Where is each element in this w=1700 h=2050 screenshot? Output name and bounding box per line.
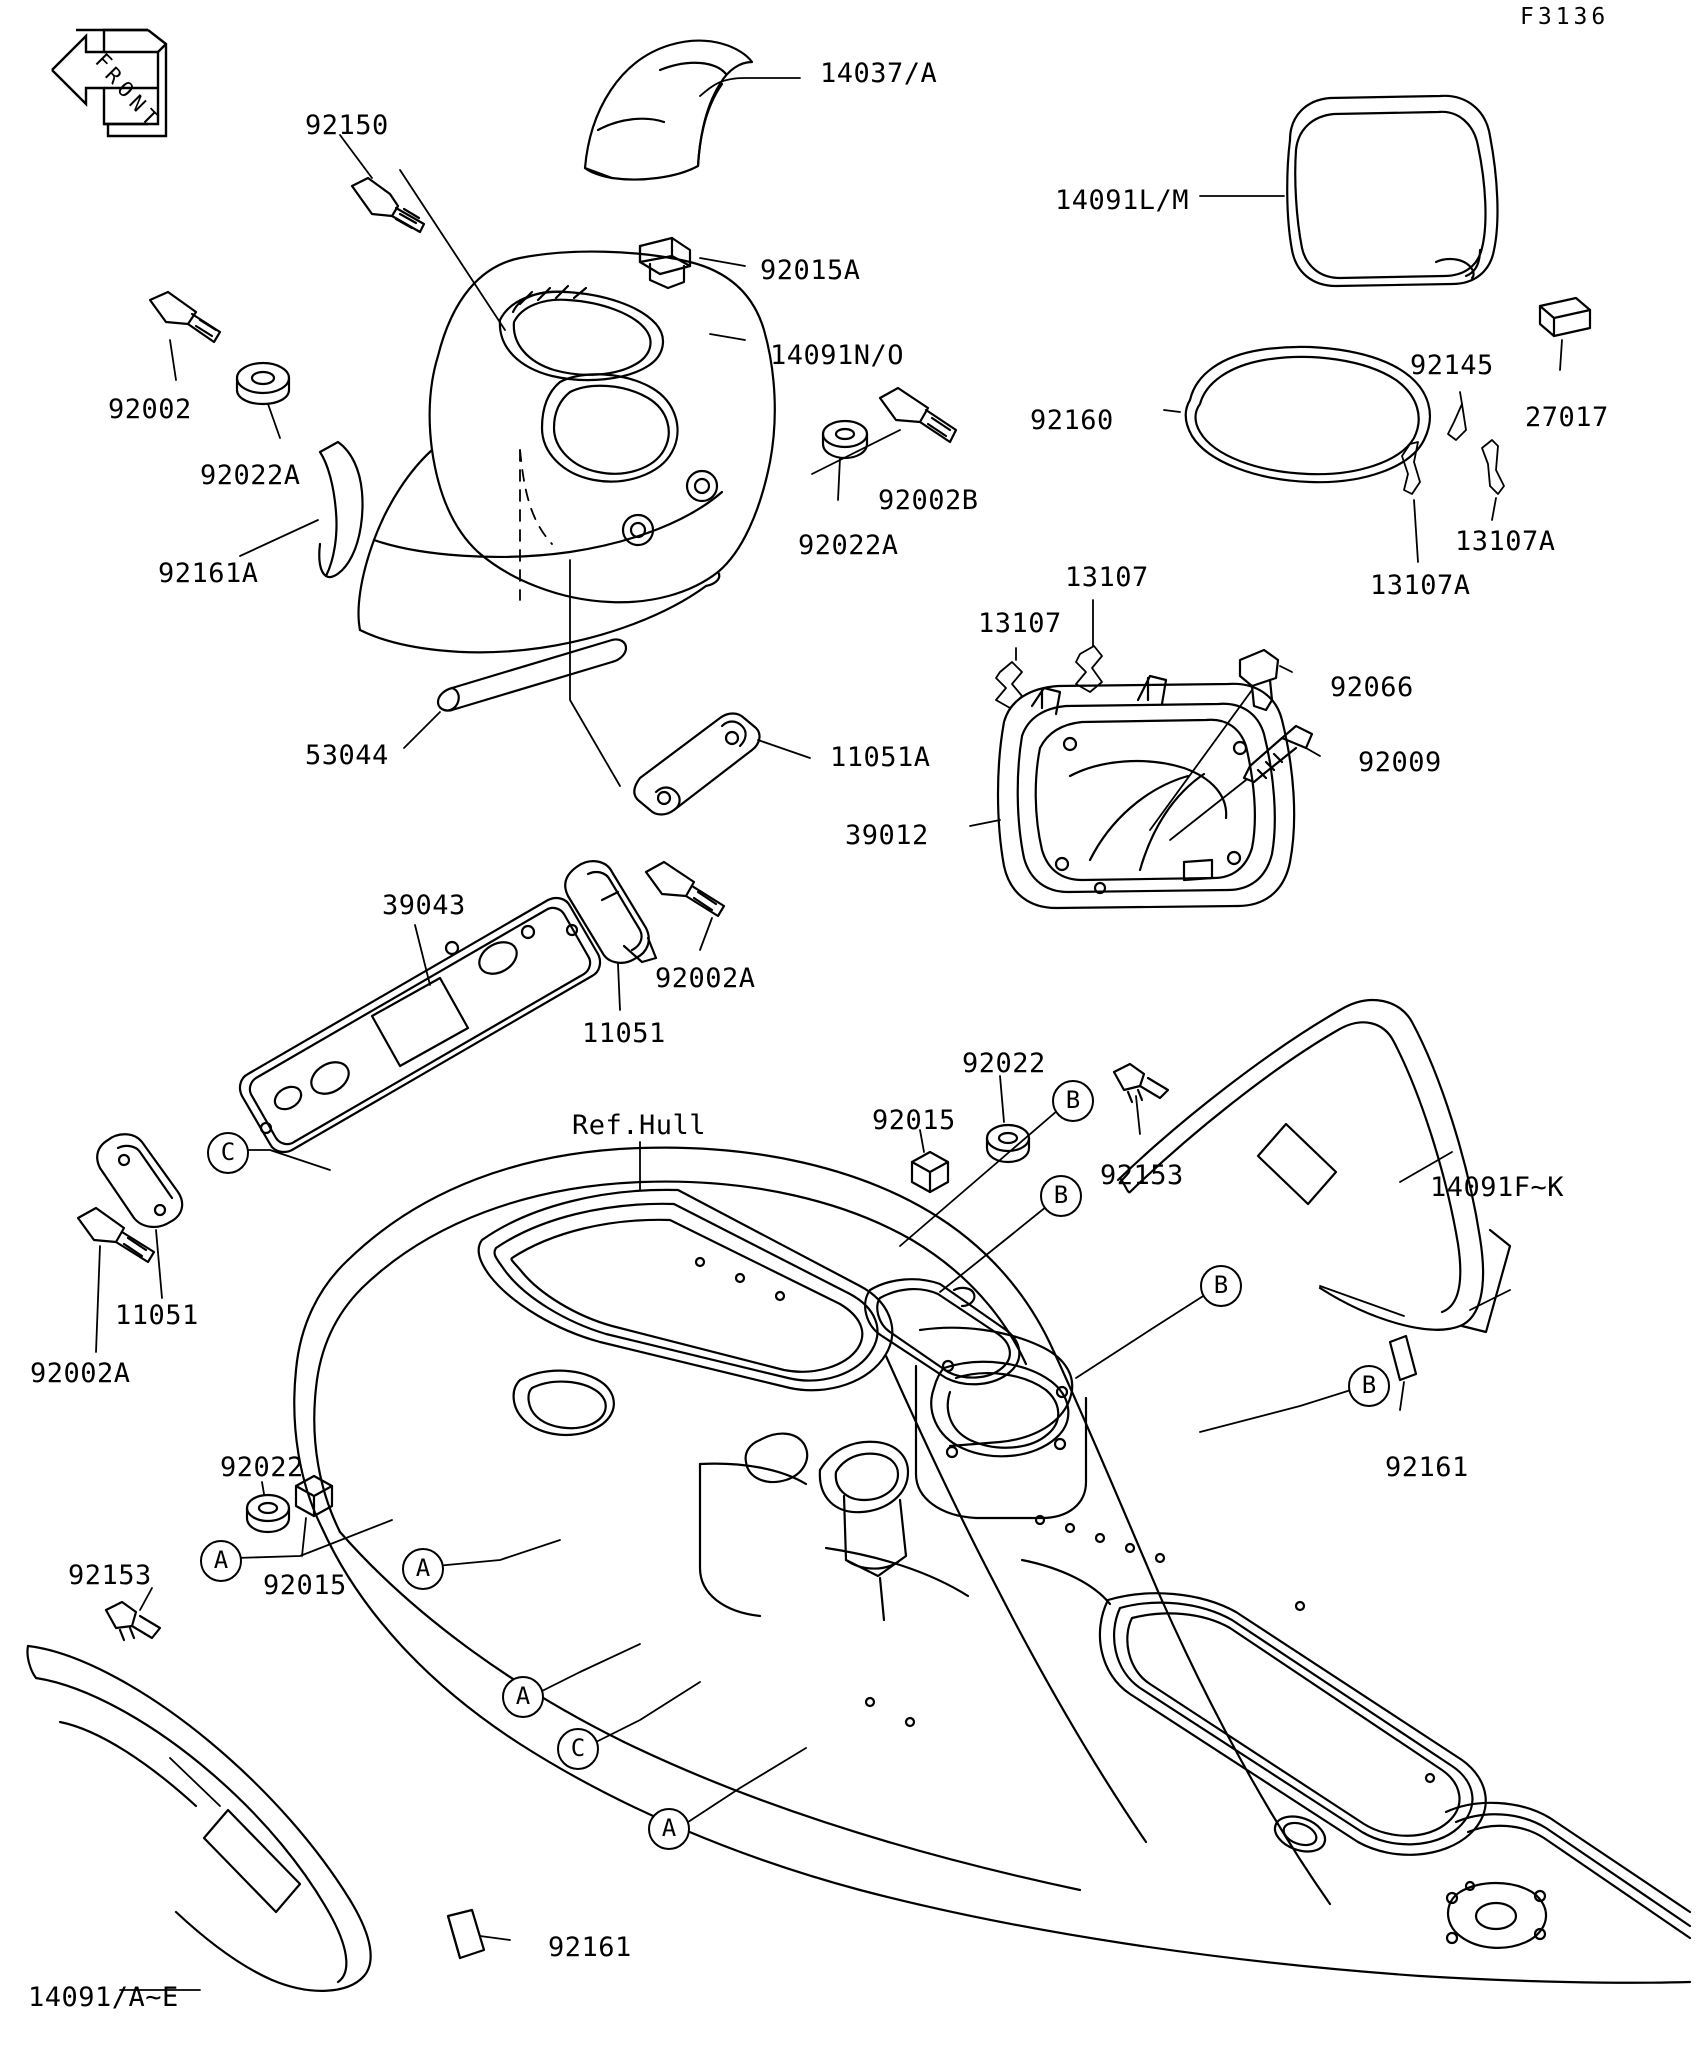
svg-text:O: O	[112, 76, 139, 103]
svg-text:R: R	[100, 62, 127, 89]
callout-92002b: 92002B	[878, 485, 979, 516]
callout-13107-1: 13107	[1065, 562, 1149, 593]
callout-27017: 27017	[1525, 402, 1609, 433]
callout-14091lm: 14091L/M	[1055, 185, 1190, 216]
balloon-a-3: A	[502, 1676, 544, 1718]
callout-92160: 92160	[1030, 405, 1114, 436]
balloon-a-1: A	[200, 1540, 242, 1582]
callout-11051-1: 11051	[582, 1018, 666, 1049]
balloon-b-2: B	[1040, 1175, 1082, 1217]
balloon-a-4: A	[648, 1808, 690, 1850]
callout-14037a: 14037/A	[820, 58, 938, 89]
balloon-b-3: B	[1200, 1265, 1242, 1307]
callout-14091no: 14091N/O	[770, 340, 905, 371]
callout-92150: 92150	[305, 110, 389, 141]
callout-92015-1: 92015	[872, 1105, 956, 1136]
callout-92015-2: 92015	[263, 1570, 347, 1601]
callout-92002: 92002	[108, 394, 192, 425]
callout-92161a: 92161A	[158, 558, 259, 589]
callout-92161-1: 92161	[1385, 1452, 1469, 1483]
callout-39043: 39043	[382, 890, 466, 921]
svg-text:T: T	[136, 104, 163, 131]
diagram-code: F3136	[1520, 4, 1610, 30]
balloon-c-2: C	[557, 1728, 599, 1770]
callout-13107-2: 13107	[978, 608, 1062, 639]
callout-11051-2: 11051	[115, 1300, 199, 1331]
callout-14091ae: 14091/A~E	[28, 1982, 179, 2013]
callout-92153-2: 92153	[68, 1560, 152, 1591]
callout-92022-2: 92022	[220, 1452, 304, 1483]
callout-14091fk: 14091F~K	[1430, 1172, 1565, 1203]
callout-92002a-2: 92002A	[30, 1358, 131, 1389]
balloon-c-1: C	[207, 1132, 249, 1174]
callout-92022a-1: 92022A	[200, 460, 301, 491]
callout-92066: 92066	[1330, 672, 1414, 703]
callout-ref-hull: Ref.Hull	[572, 1110, 707, 1141]
callout-92009: 92009	[1358, 747, 1442, 778]
callout-13107a-2: 13107A	[1370, 570, 1471, 601]
callout-92002a-1: 92002A	[655, 963, 756, 994]
svg-text:F: F	[90, 48, 117, 75]
callout-39012: 39012	[845, 820, 929, 851]
callout-92161-2: 92161	[548, 1932, 632, 1963]
callout-92153-1: 92153	[1100, 1160, 1184, 1191]
callout-92145: 92145	[1410, 350, 1494, 381]
callout-92015a: 92015A	[760, 255, 861, 286]
balloon-b-1: B	[1052, 1080, 1094, 1122]
svg-text:N: N	[124, 90, 151, 117]
callout-11051a: 11051A	[830, 742, 931, 773]
callout-92022a-2: 92022A	[798, 530, 899, 561]
callout-92022-1: 92022	[962, 1048, 1046, 1079]
balloon-a-2: A	[402, 1548, 444, 1590]
callout-13107a-1: 13107A	[1455, 526, 1556, 557]
balloon-b-4: B	[1348, 1365, 1390, 1407]
callout-53044: 53044	[305, 740, 389, 771]
